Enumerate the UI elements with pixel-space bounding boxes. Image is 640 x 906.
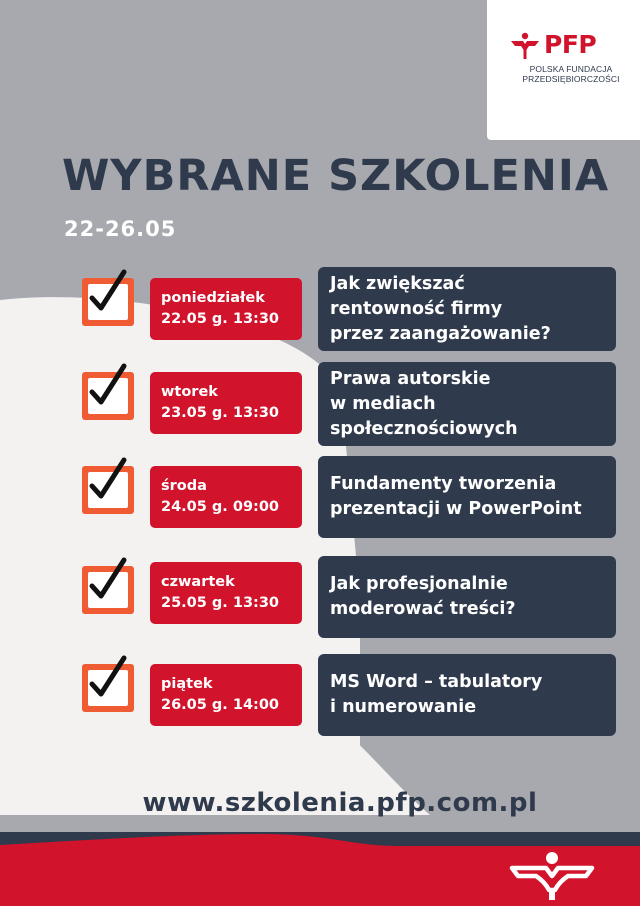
session-topic-box xyxy=(318,267,616,351)
session-day: poniedziałek xyxy=(161,290,265,306)
session-date-box xyxy=(150,562,302,624)
session-date-box xyxy=(150,466,302,528)
session-row-thursday xyxy=(0,558,640,648)
date-range: 22-26.05 xyxy=(64,217,177,241)
session-topic-line: Fundamenty tworzenia xyxy=(330,474,557,494)
session-topic-line: społecznościowych xyxy=(330,418,518,439)
session-topic-line: prezentacji w PowerPoint xyxy=(330,499,582,519)
session-row-wednesday xyxy=(0,460,640,550)
session-topic-box xyxy=(318,556,616,638)
check-mark-icon xyxy=(86,268,128,318)
page-title: WYBRANE SZKOLENIA xyxy=(62,151,610,201)
checked-checkbox-icon xyxy=(82,278,134,326)
checked-checkbox-icon xyxy=(82,466,134,514)
website-link[interactable]: www.szkolenia.pfp.com.pl xyxy=(142,788,538,818)
checked-checkbox-icon xyxy=(82,664,134,712)
brand-subtitle-line2: PRZEDSIĘBIORCZOŚCI xyxy=(522,74,620,84)
session-topic-line: i numerowanie xyxy=(330,697,477,717)
session-topic-line: Prawa autorskie xyxy=(330,368,491,389)
session-topic-box xyxy=(318,362,616,446)
session-datetime: 26.05 g. 14:00 xyxy=(161,697,280,713)
session-topic-line: moderować treści? xyxy=(330,599,516,619)
check-mark-icon xyxy=(86,456,128,506)
session-datetime: 25.05 g. 13:30 xyxy=(161,595,280,611)
session-datetime: 22.05 g. 13:30 xyxy=(161,311,280,327)
session-topic-box xyxy=(318,456,616,538)
session-day: czwartek xyxy=(161,574,235,590)
check-mark-icon xyxy=(86,362,128,412)
session-date-box xyxy=(150,278,302,340)
session-date-box xyxy=(150,664,302,726)
session-topic-line: Jak zwiększać xyxy=(330,273,465,294)
session-datetime: 23.05 g. 13:30 xyxy=(161,405,280,421)
brand-subtitle xyxy=(507,64,635,84)
session-day: wtorek xyxy=(161,384,218,400)
session-row-friday xyxy=(0,657,640,747)
session-topic-line: MS Word – tabulatory xyxy=(330,672,543,692)
session-datetime: 24.05 g. 09:00 xyxy=(161,499,280,515)
pfp-logo-icon xyxy=(509,32,541,60)
session-date-box xyxy=(150,372,302,434)
session-day: piątek xyxy=(161,676,213,692)
session-topic-line: rentowność firmy xyxy=(330,298,503,319)
check-mark-icon xyxy=(86,556,128,606)
session-topic-line: Jak profesjonalnie xyxy=(330,574,508,594)
brand-name: PFP xyxy=(544,30,597,59)
session-day: środa xyxy=(161,478,207,494)
session-topic-line: w mediach xyxy=(330,393,436,414)
session-row-tuesday xyxy=(0,365,640,455)
checked-checkbox-icon xyxy=(82,372,134,420)
logo-card xyxy=(487,0,640,140)
brand-subtitle-line1: POLSKA FUNDACJA xyxy=(529,64,613,74)
session-topic-box xyxy=(318,654,616,736)
pfp-emblem-icon xyxy=(508,850,596,900)
checked-checkbox-icon xyxy=(82,566,134,614)
session-row-monday xyxy=(0,270,640,360)
session-topic-line: przez zaangażowanie? xyxy=(330,323,551,344)
check-mark-icon xyxy=(86,654,128,704)
